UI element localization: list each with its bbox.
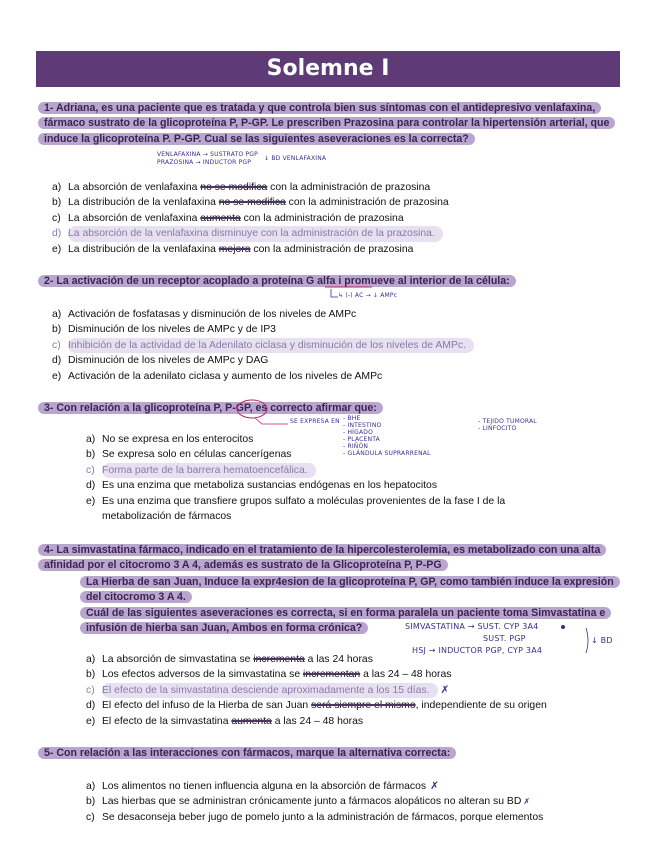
question-5-text: 5- Con relación a las interacciones con fármacos, marque la alternativa correcta: <box>38 747 456 759</box>
question-4-text-2: La Hierba de san Juan, Induce la expr4esion de la glicoproteína P, GP, como también induce la expresión del citocromo 3 A 4. <box>80 576 620 603</box>
question-4b <box>80 575 620 606</box>
option-1b[interactable]: b) La distribución de la venlafaxina no se modifica con la administración de prazosina <box>52 197 449 209</box>
question-3-text: 3- Con relación a la glicoproteína P, P-GP, es correcto afirmar que: <box>38 402 383 414</box>
note-q3-list: - BHE - INTESTINO - HÍGADO - PLACENTA - RIÑÓN - GLÁNDULA SUPRARRENAL <box>343 415 431 457</box>
option-4d[interactable]: d) El efecto del infuso de la Hierba de san Juan será siempre el mismo, independiente de su origen <box>86 700 547 712</box>
note-q4-line1b: SUST. PGP <box>483 634 526 643</box>
note-q1-line2: PRAZOSINA → INDUCTOR PGP <box>157 159 252 166</box>
option-2b[interactable]: b) Disminución de los niveles de AMPc y de IP3 <box>52 324 276 336</box>
note-q2: ↳ (-) AC → ↓ AMPc <box>338 292 398 299</box>
option-2a[interactable]: a) Activación de fosfatasas y disminución de los niveles de AMPc <box>52 309 357 320</box>
option-1a[interactable]: a) La absorción de venlafaxina no se modifica con la administración de prazosina <box>52 182 431 193</box>
note-q4-line3: ↓ BD <box>591 636 613 645</box>
question-2 <box>38 274 618 289</box>
question-3-options <box>86 432 611 524</box>
question-2-options <box>52 307 612 384</box>
option-1d[interactable]: d) La absorción de la venlafaxina disminuye con la administración de la prazosina. <box>52 226 612 241</box>
option-4b[interactable]: b) Los efectos adversos de la simvastatina se incrementan a las 24 – 48 horas <box>86 669 452 681</box>
option-3e[interactable]: e) Es una enzima que transfiere grupos sulfato a moléculas provenientes de la fase I de la metabolización de fármacos <box>86 495 506 523</box>
note-q3-list2: - TEJIDO TUMORAL - LINFOCITO <box>478 418 537 432</box>
option-3a[interactable]: a) No se expresa en los enterocitos <box>86 434 254 445</box>
cross-mark-icon: ✗ <box>523 797 531 807</box>
option-5b[interactable]: b) Las hierbas que se administran crónicamente junto a fármacos alopáticos no alteran su BD ✗ <box>86 794 616 809</box>
ink-arrow <box>255 418 288 424</box>
option-3b[interactable]: b) Se expresa solo en células cancerígenas <box>86 449 292 461</box>
option-4e[interactable]: e) El efecto de la simvastatina aumenta a las 24 – 48 horas <box>86 715 364 727</box>
question-4-text-3: Cuál de las siguientes aseveraciones es correcta, si en forma paralela un paciente toma Simvastatina e infusión de hierba san Juan, Ambos en forma crónica? <box>80 607 611 634</box>
option-2d[interactable]: d) Disminución de los niveles de AMPc y DAG <box>52 355 269 367</box>
option-3c[interactable]: c) Forma parte de la barrera hematoencefálica. <box>86 463 611 478</box>
option-5a[interactable]: a) Los alimentos no tienen influencia alguna en la absorción de fármacos ✗ <box>86 779 616 794</box>
question-4 <box>38 543 618 574</box>
question-1 <box>38 101 618 147</box>
question-2-text: 2- La activación de un receptor acoplado a proteína G alfa i promueve al interior de la célula: <box>38 275 516 287</box>
option-2c[interactable]: c) Inhibición de la actividad de la Adenilato ciclasa y disminución de los niveles de AMPc. <box>52 338 612 353</box>
page-title: Solemne I <box>36 51 620 87</box>
question-4-text-1: 4- La simvastatina fármaco, indicado en el tratamiento de la hipercolesterolemia, es metabolizado con una alta afinidad por el citocromo 3 A 4, además es sustrato de la Glicoproteína P, P-PG <box>38 544 606 571</box>
note-q3-head: SE EXPRESA EN <box>290 418 340 425</box>
question-5-options <box>86 779 616 825</box>
question-3 <box>38 401 618 416</box>
option-5c[interactable]: c) Se desaconseja beber jugo de pomelo junto a la administración de fármacos, porque elementos <box>86 811 544 823</box>
question-4-options <box>86 652 616 729</box>
option-2e[interactable]: e) Activación de la adenilato ciclasa y aumento de los niveles de AMPc <box>52 370 383 382</box>
option-4c[interactable]: c) El efecto de la simvastatina desciende aproximadamente a los 15 días. ✗ <box>86 683 616 698</box>
note-q1-line1: VENLAFAXINA → SUSTRATO PGP <box>157 151 258 158</box>
question-1-text: 1- Adriana, es una paciente que es tratada y que controla bien sus síntomas con el antidepresivo venlafaxina, fármaco sustrato de la glicoproteína P, P-GP. Le prescriben Prazosina para controlar la hipertensión arterial, que induce la glicoproteína P. P-GP. Cual se las siguientes aseveraciones es la correcta? <box>38 102 615 145</box>
option-1c[interactable]: c) La absorción de venlafaxina aumenta con la administración de prazosina <box>52 212 404 224</box>
option-1e[interactable]: e) La distribución de la venlafaxina mejora con la administración de prazosina <box>52 243 414 255</box>
cross-mark-icon: ✗ <box>430 781 439 792</box>
ink-arrow <box>331 289 338 297</box>
question-4c <box>80 606 620 637</box>
note-q1-line3: ↓ BD VENLAFAXINA <box>264 155 327 162</box>
question-5 <box>38 746 618 761</box>
option-4a[interactable]: a) La absorción de simvastatina se incrementa a las 24 horas <box>86 654 373 665</box>
question-1-options <box>52 180 612 257</box>
cross-mark-icon: ✗ <box>440 684 450 696</box>
option-3d[interactable]: d) Es una enzima que metaboliza sustancias endógenas en los hepatocitos <box>86 480 438 492</box>
note-q4-line2: HSJ → INDUCTOR PGP, CYP 3A4 <box>412 646 543 655</box>
note-q4-line1: SIMVASTATINA → SUST. CYP 3A4 <box>405 622 539 631</box>
